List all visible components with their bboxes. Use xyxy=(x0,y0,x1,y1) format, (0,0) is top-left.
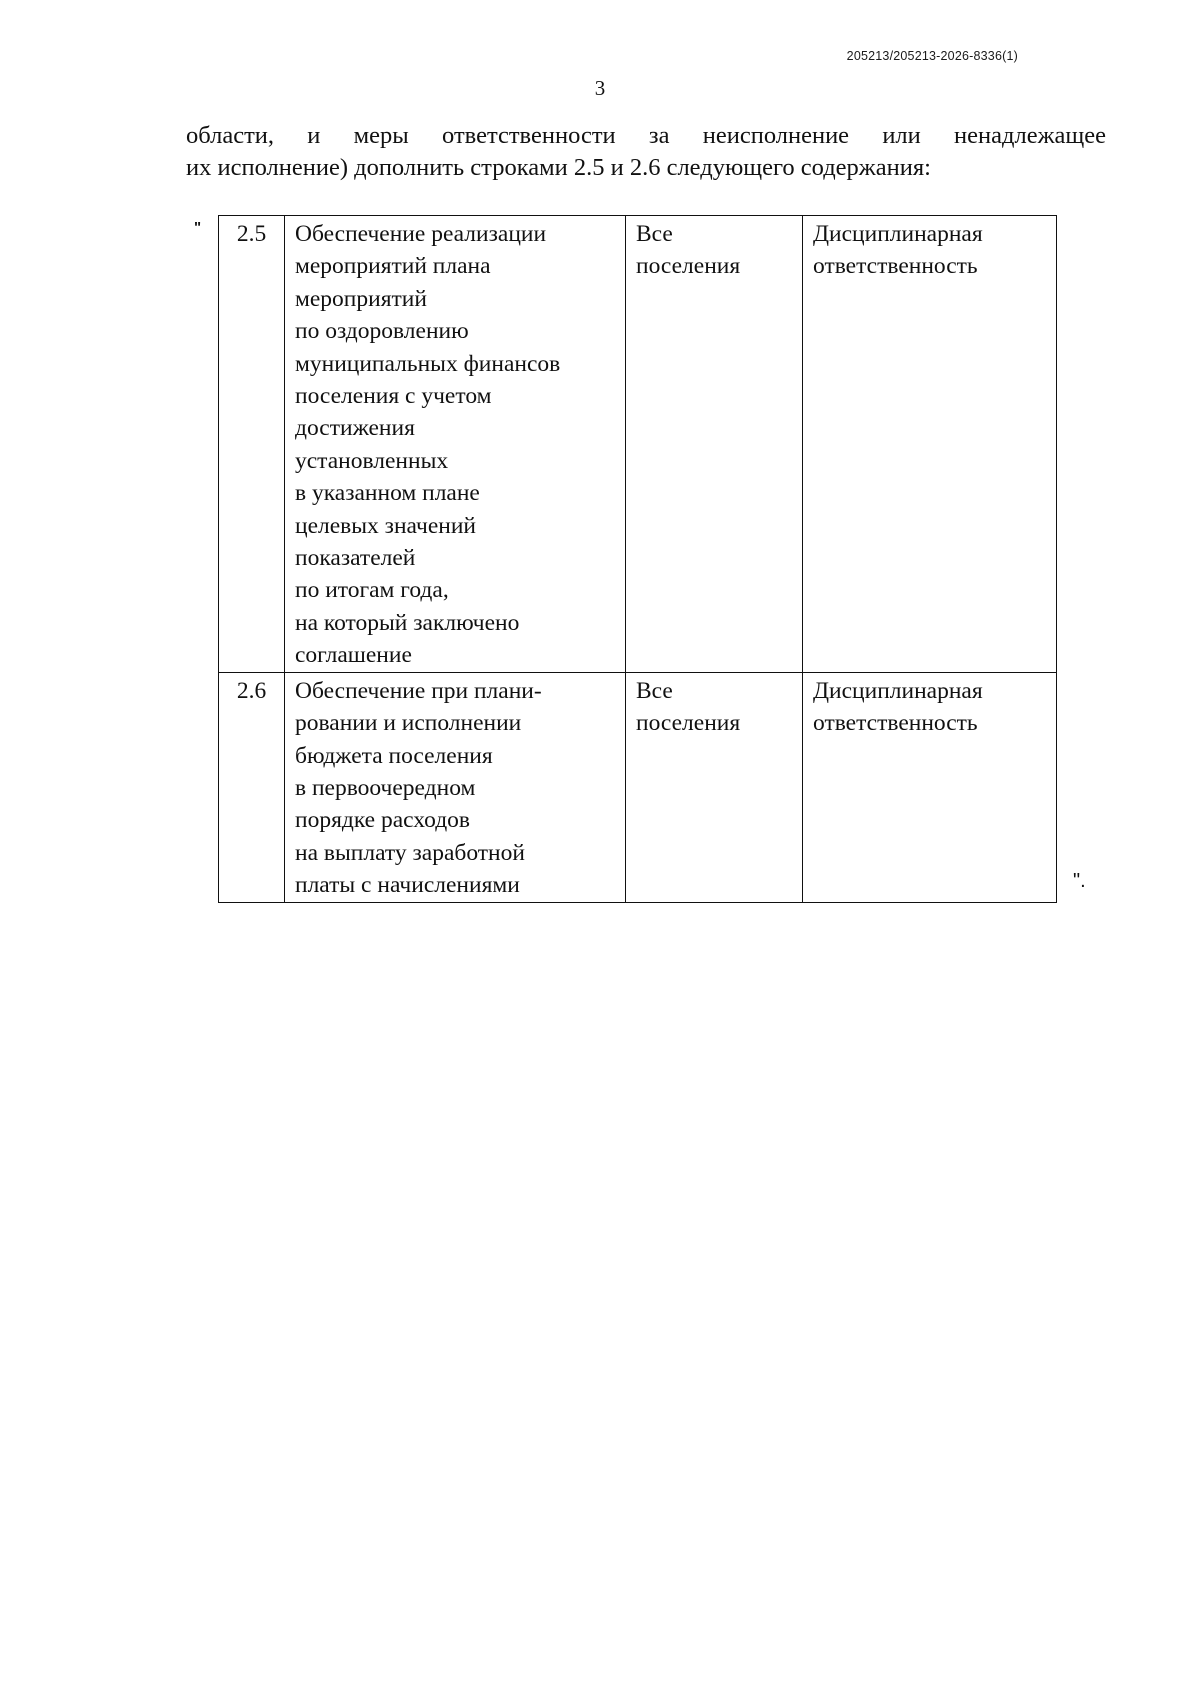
table-row xyxy=(219,672,1057,902)
scope-cell xyxy=(626,216,803,673)
intro-paragraph xyxy=(186,120,1106,184)
description-line: Обеспечение реализации xyxy=(295,221,547,247)
description-line: платы с начислениями xyxy=(295,872,520,899)
description-line: на который заключено xyxy=(295,609,520,636)
description-line: соглашение xyxy=(295,642,412,669)
scope-line: поселения xyxy=(636,710,741,737)
description-line: мероприятий xyxy=(295,285,427,312)
intro-line-2: их исполнение) дополнить строками 2.5 и 2.6 следующего содержания: xyxy=(186,154,931,181)
description-line: порядке расходов xyxy=(295,807,471,834)
intro-line-1: области, и меры ответственности за неисполнение или ненадлежащее xyxy=(186,122,1106,149)
responsibility-cell xyxy=(803,672,1057,902)
responsibility-line: Дисциплинарная xyxy=(813,677,983,704)
description-line: по оздоровлению xyxy=(295,318,469,345)
table-row xyxy=(219,216,1057,673)
description-line: поселения с учетом xyxy=(295,383,492,410)
page-number: 3 xyxy=(594,76,606,100)
description-line: в указанном плане xyxy=(295,480,480,507)
description-line: показателей xyxy=(295,545,416,572)
description-line: достижения xyxy=(295,415,415,442)
responsibility-line: ответственность xyxy=(813,710,978,737)
row-number: 2.6 xyxy=(236,677,267,704)
description-line: по итогам года, xyxy=(295,577,449,604)
description-line: целевых значений xyxy=(295,512,477,539)
scope-line: Все xyxy=(636,677,673,704)
responsibility-cell xyxy=(803,216,1057,673)
opening-quote: " xyxy=(194,219,202,236)
scope-cell xyxy=(626,672,803,902)
description-line: на выплату заработной xyxy=(295,839,525,866)
row-number-cell xyxy=(219,672,285,902)
responsibility-line: ответственность xyxy=(813,253,978,280)
description-line: в первоочередном xyxy=(295,774,476,801)
scope-line: Все xyxy=(636,221,673,247)
description-line: Обеспечение при плани- xyxy=(295,677,542,704)
description-line: мероприятий плана xyxy=(295,253,491,280)
description-line: бюджета поселения xyxy=(295,742,493,769)
description-line: ровании и исполнении xyxy=(295,710,522,737)
responsibility-line: Дисциплинарная xyxy=(813,221,983,247)
row-number: 2.5 xyxy=(236,221,267,247)
closing-quote: ". xyxy=(1073,870,1086,892)
scope-line: поселения xyxy=(636,253,741,280)
amendment-table xyxy=(218,215,1057,903)
description-line: муниципальных финансов xyxy=(295,350,561,377)
row-number-cell xyxy=(219,216,285,673)
description-cell xyxy=(285,672,626,902)
document-id: 205213/205213-2026-8336(1) xyxy=(846,49,1018,63)
description-cell xyxy=(285,216,626,673)
description-line: установленных xyxy=(295,447,449,474)
